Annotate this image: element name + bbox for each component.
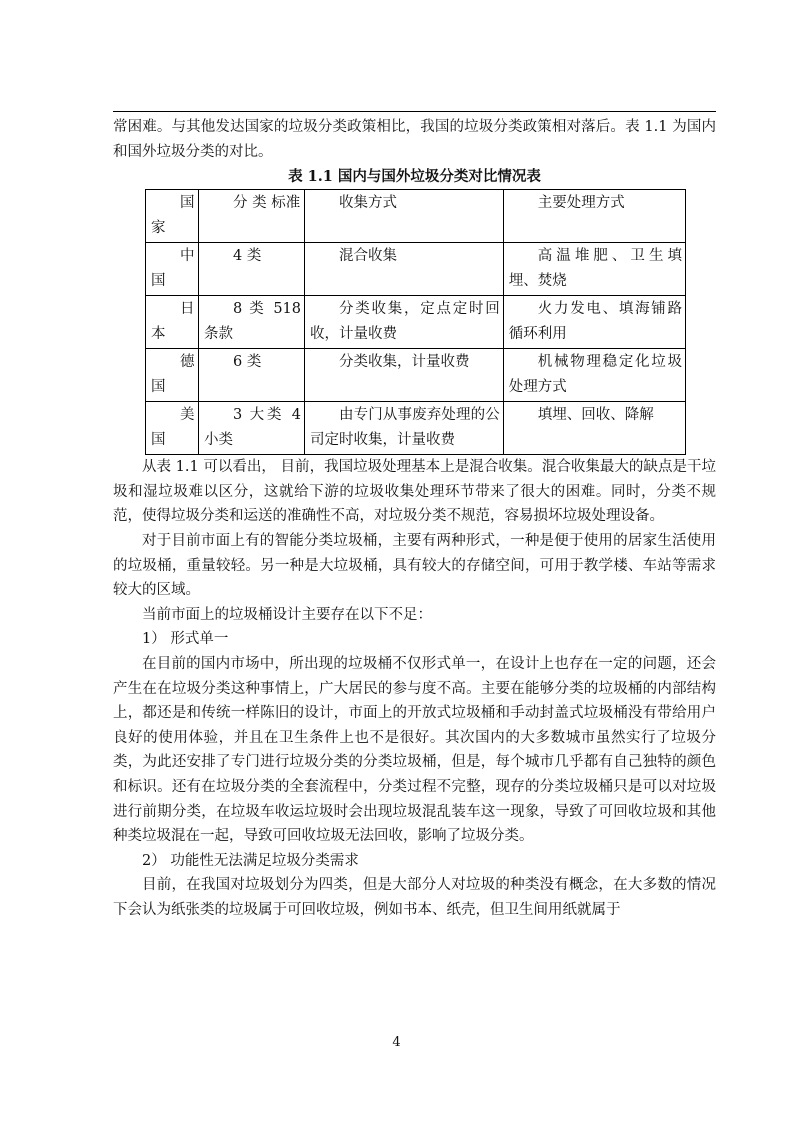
header-cell-country: 国家 <box>146 190 199 243</box>
header-cell-collection: 收集方式 <box>305 190 504 243</box>
table-cell: 美国 <box>146 402 199 455</box>
page-number: 4 <box>392 1035 401 1050</box>
header-rule <box>113 111 716 112</box>
table-caption: 表 1.1 国内与国外垃圾分类对比情况表 <box>288 168 541 186</box>
table-cell: 高温堆肥、卫生填埋、焚烧 <box>503 243 685 296</box>
table-cell: 8 类 518 条款 <box>199 296 305 349</box>
table-row <box>146 243 686 296</box>
header-cell-standard: 分 类 标准 <box>199 190 305 243</box>
body-paragraph-3: 当前市面上的垃圾桶设计主要存在以下不足： <box>142 606 432 623</box>
table-cell: 填埋、回收、降解 <box>503 402 685 455</box>
table-cell: 混合收集 <box>305 243 504 296</box>
table-row <box>146 296 686 349</box>
table-cell: 6 类 <box>199 349 305 402</box>
table-cell: 由专门从事废弃处理的公司定时收集，计量收费 <box>305 402 504 455</box>
intro-paragraph: 常困难。与其他发达国家的垃圾分类政策相比，我国的垃圾分类政策相对落后。表 1.1 为国内和国外垃圾分类的对比。 <box>113 119 716 160</box>
header-cell-method: 主要处理方式 <box>503 190 685 243</box>
section-heading-1: 1） 形式单一 <box>142 631 229 648</box>
comparison-table <box>145 189 686 455</box>
table-cell: 分类收集，计量收费 <box>305 349 504 402</box>
table-cell: 火力发电、填海铺路循环利用 <box>503 296 685 349</box>
table-cell: 德国 <box>146 349 199 402</box>
table-cell: 3 大类 4 小类 <box>199 402 305 455</box>
table-cell: 中国 <box>146 243 199 296</box>
table-cell: 机械物理稳定化垃圾处理方式 <box>503 349 685 402</box>
table-cell: 日本 <box>146 296 199 349</box>
table-cell: 分类收集，定点定时回收，计量收费 <box>305 296 504 349</box>
table-cell: 4 类 <box>199 243 305 296</box>
body-paragraph-2: 对于目前市面上有的智能分类垃圾桶，主要有两种形式，一种是便于使用的居家生活使用的垃圾桶，重量较轻。另一种是大垃圾桶，具有较大的存储空间，可用于教学楼、车站等需求较大的区域。 <box>113 532 716 599</box>
table-row <box>146 349 686 402</box>
table-row <box>146 402 686 455</box>
body-paragraph-5: 目前，在我国对垃圾划分为四类，但是大部分人对垃圾的种类没有概念，在大多数的情况下会认为纸张类的垃圾属于可回收垃圾，例如书本、纸壳，但卫生间用纸就属于 <box>113 877 716 918</box>
table-header-row <box>146 190 686 243</box>
body-paragraph-4: 在目前的国内市场中，所出现的垃圾桶不仅形式单一，在设计上也存在一定的问题，还会产生在在垃圾分类这种事情上，广大居民的参与度不高。主要在能够分类的垃圾桶的内部结构上，都还是和传统一样陈旧的设计，市面上的开放式垃圾桶和手动封盖式垃圾桶没有带给用户良好的使用体验，并且在卫生条件上也不是很好。其次国内的大多数城市虽然实行了垃圾分类，为此还安排了专门进行垃圾分类的分类垃圾桶，但是，每个城市几乎都有自己独特的颜色和标识。还有在垃圾分类的全套流程中，分类过程不完整，现存的分类垃圾桶只是可以对垃圾进行前期分类，在垃圾车收运垃圾时会出现垃圾混乱装车这一现象，导致了可回收垃圾和其他种类垃圾混在一起，导致可回收垃圾无法回收，影响了垃圾分类。 <box>113 655 716 845</box>
section-heading-2: 2） 功能性无法满足垃圾分类需求 <box>142 852 359 869</box>
page-content <box>113 115 716 922</box>
body-paragraph-1: 从表 1.1 可以看出， 目前，我国垃圾处理基本上是混合收集。混合收集最大的缺点是干垃圾和湿垃圾难以区分，这就给下游的垃圾收集处理环节带来了很大的困难。同时，分类不规范，使得垃圾分类和运送的准确性不高，对垃圾分类不规范，容易损坏垃圾处理设备。 <box>113 459 716 525</box>
